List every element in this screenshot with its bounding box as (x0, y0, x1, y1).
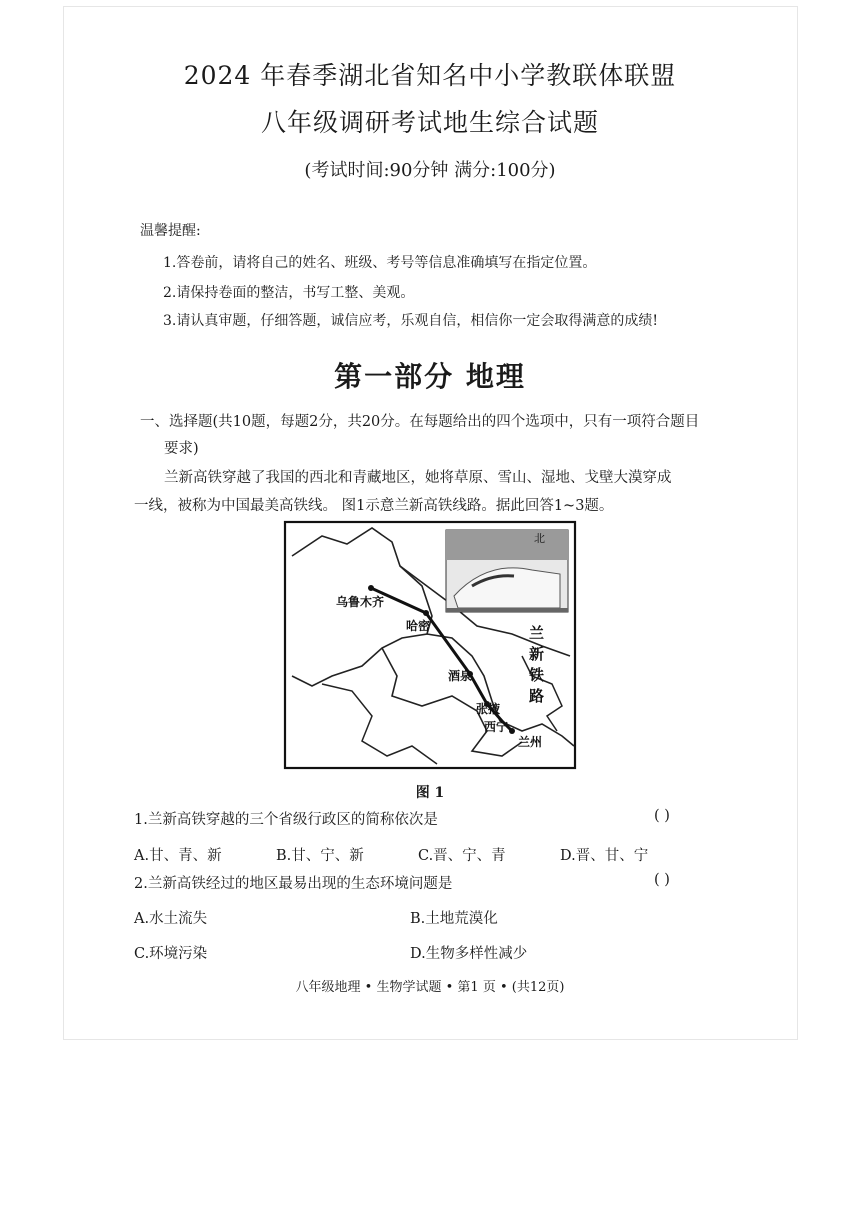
station-urumqi (368, 585, 374, 591)
answer-blank: ( ) (654, 808, 670, 824)
railway-title: 路 (529, 687, 545, 705)
railway-title: 新 (529, 645, 545, 663)
railway-title: 铁 (529, 666, 545, 684)
option-a: A.水土流失 (134, 911, 208, 927)
station-hami (423, 610, 429, 616)
option-d: D.生物多样性减少 (410, 946, 528, 962)
label-lanzhou: 兰州 (518, 735, 543, 749)
figure-caption: 图 1 (415, 785, 445, 801)
railway-map-figure (222, 516, 578, 770)
exam-title-line2: 八年级调研考试地生综合试题 (260, 108, 599, 137)
question-stem: 2.兰新高铁经过的地区最易出现的生态环境问题是 (134, 876, 453, 892)
tip-item: 2.请保持卷面的整洁，书写工整、美观。 (163, 285, 415, 301)
option-d: D.晋、甘、宁 (560, 848, 649, 864)
answer-blank: ( ) (654, 872, 670, 888)
option-b: B.土地荒漠化 (410, 911, 498, 927)
label-jiuquan: 酒泉 (448, 669, 473, 683)
exam-title-line1: 2024 年春季湖北省知名中小学教联体联盟 (183, 61, 677, 90)
section-heading: 一、选择题(共10题，每题2分，共20分。在每题给出的四个选项中，只有一项符合题目 (140, 414, 700, 430)
station-lanzhou (509, 728, 515, 734)
passage-line: 兰新高铁穿越了我国的西北和青藏地区，她将草原、雪山、湿地、戈壁大漠穿成 (164, 470, 672, 486)
option-b: B.甘、宁、新 (276, 848, 364, 864)
option-c: C.晋、宁、青 (418, 848, 506, 864)
part-title: 第一部分 地理 (334, 360, 526, 393)
label-xining: 西宁 (484, 720, 509, 734)
option-c: C.环境污染 (134, 946, 208, 962)
label-zhangye: 张掖 (476, 702, 501, 716)
exam-info: (考试时间:90分钟 满分:100分) (304, 160, 556, 181)
section-heading-cont: 要求) (164, 441, 199, 457)
station-roof (446, 530, 568, 560)
tip-item: 3.请认真审题，仔细答题，诚信应考，乐观自信，相信你一定会取得满意的成绩! (163, 313, 658, 329)
tips-heading: 温馨提醒: (140, 223, 201, 239)
page-footer: 八年级地理 • 生物学试题 • 第1 页 • (共12页) (295, 980, 565, 995)
question-stem: 1.兰新高铁穿越的三个省级行政区的简称依次是 (134, 812, 438, 828)
tip-item: 1.答卷前，请将自己的姓名、班级、考号等信息准确填写在指定位置。 (163, 255, 597, 271)
passage-line: 一线，被称为中国最美高铁线。 图1示意兰新高铁线路。据此回答1~3题。 (134, 498, 614, 514)
railway-title: 兰 (529, 624, 545, 642)
label-hami: 哈密 (406, 619, 431, 633)
label-urumqi: 乌鲁木齐 (336, 595, 385, 609)
option-a: A.甘、青、新 (134, 848, 222, 864)
north-label: 北 (534, 532, 545, 545)
